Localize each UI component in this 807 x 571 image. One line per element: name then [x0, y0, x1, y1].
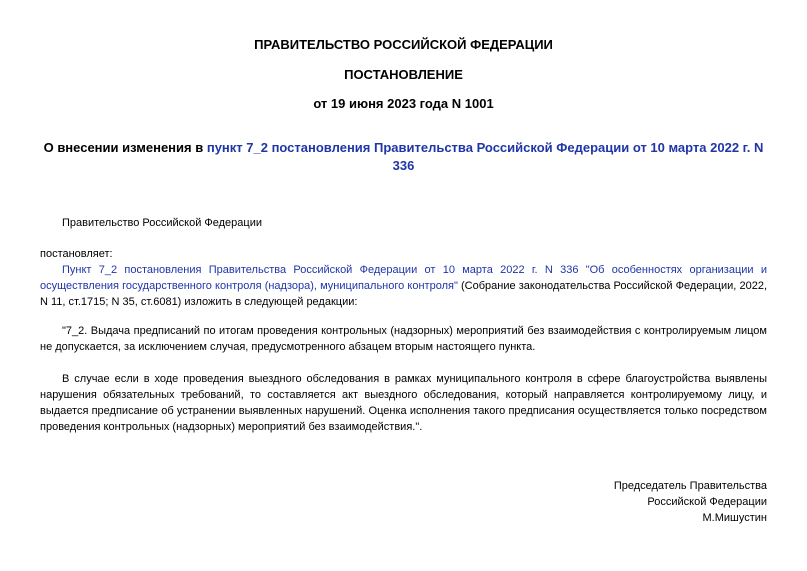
document-type-heading: ПОСТАНОВЛЕНИЕ — [344, 67, 463, 82]
title-link-amended-clause[interactable]: пункт 7_2 постановления Правительства Российской Федерации от 10 марта 2022 г. N 336 — [206, 140, 764, 173]
paragraph-resolves: постановляет: — [40, 248, 113, 260]
date-number-heading: от 19 июня 2023 года N 1001 — [313, 96, 494, 111]
paragraph-government: Правительство Российской Федерации — [62, 217, 262, 229]
title-prefix: О внесении изменения в — [43, 140, 207, 155]
page-title — [36, 139, 771, 175]
amendment-rest: (Собрание законодательства Российской Федерации, 2022, N 11, ст.1715; N 35, ст.6081) изложить в следующей редакции: — [40, 280, 767, 308]
signature-organization: Российской Федерации — [647, 496, 767, 508]
signature-position: Председатель Правительства — [613, 480, 767, 492]
paragraph-clause-7-2: "7_2. Выдача предписаний по итогам проведения контрольных (надзорных) мероприятий без взаимодействия с контролируемым лицом не допускается, за исключением случая, предусмотренного абзацем вторым настоящего пункта. — [40, 325, 767, 353]
amendment-link[interactable]: Пункт 7_2 постановления Правительства Российской Федерации от 10 марта 2022 г. N 336 "Об особенностях организации и осуществления государственного контроля (надзора), муниципального контроля" — [40, 264, 767, 292]
signature-name: М.Мишустин — [702, 512, 767, 524]
paragraph-amendment — [40, 262, 767, 310]
government-heading: ПРАВИТЕЛЬСТВО РОССИЙСКОЙ ФЕДЕРАЦИИ — [254, 37, 553, 52]
paragraph-clause-7-2-second: В случае если в ходе проведения выездного обследования в рамках муниципального контроля в сфере благоустройства выявлены нарушения обязательных требований, то составляется акт выездного обследования, который направляется контролируемому лицу, и выдается предписание об устранении выявленных нарушений. Оценка исполнения такого предписания осуществляется только посредством проведения контрольных (надзорных) мероприятий без взаимодействия.". — [40, 373, 767, 433]
signature-block — [467, 478, 767, 526]
